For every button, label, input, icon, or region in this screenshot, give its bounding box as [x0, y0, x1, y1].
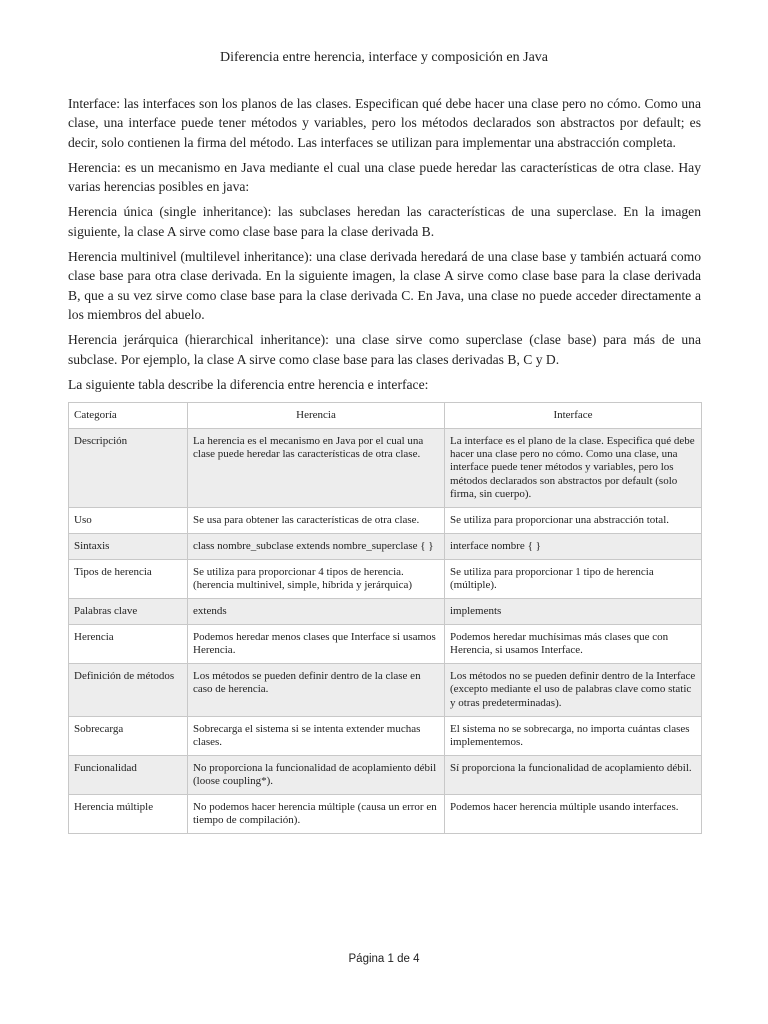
table-cell-category: Herencia	[69, 625, 188, 664]
table-cell-herencia: Podemos heredar menos clases que Interface si usamos Herencia.	[188, 625, 445, 664]
header-herencia: Herencia	[188, 403, 445, 429]
table-cell-interface: La interface es el plano de la clase. Especifica qué debe hacer una clase pero no cómo. Como una clase, una interface puede tener métodos y variables, pero los métodos declarados son abstractos por default (solo firma, sin cuerpo).	[445, 429, 702, 507]
table-cell-interface: Los métodos no se pueden definir dentro de la Interface (excepto mediante el uso de palabras clave como static y otras predeterminadas).	[445, 664, 702, 716]
table-cell-interface: Sí proporciona la funcionalidad de acoplamiento débil.	[445, 755, 702, 794]
table-cell-category: Definición de métodos	[69, 664, 188, 716]
table-cell-category: Sintaxis	[69, 533, 188, 559]
page-number-footer: Página 1 de 4	[348, 953, 420, 965]
paragraph-herencia-unica: Herencia única (single inheritance): las subclases heredan las características de una superclase. En la imagen siguiente, la clase A sirve como clase base para la clase derivada B.	[68, 204, 701, 239]
paragraph-interface: Interface: las interfaces son los planos de las clases. Especifican qué debe hacer una clase pero no cómo. Como una clase, una interface puede tener métodos y variables, pero los métodos declarados son abstractos por default; es decir, solo contienen la firma del método. Las interfaces se utilizan para implementar una abstracción completa.	[68, 96, 701, 150]
table-cell-category: Funcionalidad	[69, 755, 188, 794]
table-cell-category: Tipos de herencia	[69, 559, 188, 598]
table-cell-category: Sobrecarga	[69, 716, 188, 755]
table-cell-herencia: Se usa para obtener las características de otra clase.	[188, 507, 445, 533]
table-cell-category: Uso	[69, 507, 188, 533]
table-header-row	[69, 403, 702, 429]
table-cell-category: Herencia múltiple	[69, 795, 188, 834]
table-cell-interface: implements	[445, 599, 702, 625]
table-cell-herencia: extends	[188, 599, 445, 625]
table-cell-category: Palabras clave	[69, 599, 188, 625]
table-cell-herencia: No podemos hacer herencia múltiple (causa un error en tiempo de compilación).	[188, 795, 445, 834]
table-cell-interface: Podemos heredar muchísimas más clases que con Herencia, si usamos Interface.	[445, 625, 702, 664]
table-row	[69, 755, 702, 794]
table-row	[69, 507, 702, 533]
table-row	[69, 625, 702, 664]
table-cell-herencia: Los métodos se pueden definir dentro de la clase en caso de herencia.	[188, 664, 445, 716]
paragraph-table-intro: La siguiente tabla describe la diferencia entre herencia e interface:	[68, 376, 429, 392]
table-cell-interface: El sistema no se sobrecarga, no importa cuántas clases implementemos.	[445, 716, 702, 755]
table-cell-interface: Se utiliza para proporcionar 1 tipo de herencia (múltiple).	[445, 559, 702, 598]
document-title: Diferencia entre herencia, interface y composición en Java	[219, 50, 549, 65]
document-body	[68, 94, 701, 834]
table-cell-herencia: La herencia es el mecanismo en Java por el cual una clase puede heredar las características de otra clase.	[188, 429, 445, 507]
table-cell-interface: interface nombre { }	[445, 533, 702, 559]
paragraph-herencia-multinivel: Herencia multinivel (multilevel inheritance): una clase derivada heredará de una clase base y también actuará como clase base para otra clase derivada. En la siguiente imagen, la clase A sirve como clase base para la clase derivada B, que a su vez sirve como clase base para la clase derivada C. En Java, una clase no puede acceder directamente a los miembros del abuelo.	[68, 249, 701, 322]
table-row	[69, 664, 702, 716]
header-interface: Interface	[445, 403, 702, 429]
table-row	[69, 716, 702, 755]
header-categoria: Categoría	[69, 403, 188, 429]
paragraph-herencia-jerarquica: Herencia jerárquica (hierarchical inheritance): una clase sirve como superclase (clase base) para más de una subclase. Por ejemplo, la clase A sirve como clase base para las clases derivadas B, C y D.	[68, 332, 701, 367]
table-cell-interface: Podemos hacer herencia múltiple usando interfaces.	[445, 795, 702, 834]
table-cell-herencia: Sobrecarga el sistema si se intenta extender muchas clases.	[188, 716, 445, 755]
table-cell-interface: Se utiliza para proporcionar una abstracción total.	[445, 507, 702, 533]
table-cell-herencia: No proporciona la funcionalidad de acoplamiento débil (loose coupling*).	[188, 755, 445, 794]
comparison-table	[68, 402, 702, 834]
table-row	[69, 795, 702, 834]
table-row	[69, 599, 702, 625]
table-row	[69, 429, 702, 507]
table-cell-herencia: Se utiliza para proporcionar 4 tipos de herencia. (herencia multinivel, simple, híbrida y jerárquica)	[188, 559, 445, 598]
table-row	[69, 559, 702, 598]
table-row	[69, 533, 702, 559]
paragraph-herencia: Herencia: es un mecanismo en Java mediante el cual una clase puede heredar las características de otra clase. Hay varias herencias posibles en java:	[68, 159, 701, 195]
table-cell-herencia: class nombre_subclase extends nombre_superclase { }	[188, 533, 445, 559]
table-cell-category: Descripción	[69, 429, 188, 507]
